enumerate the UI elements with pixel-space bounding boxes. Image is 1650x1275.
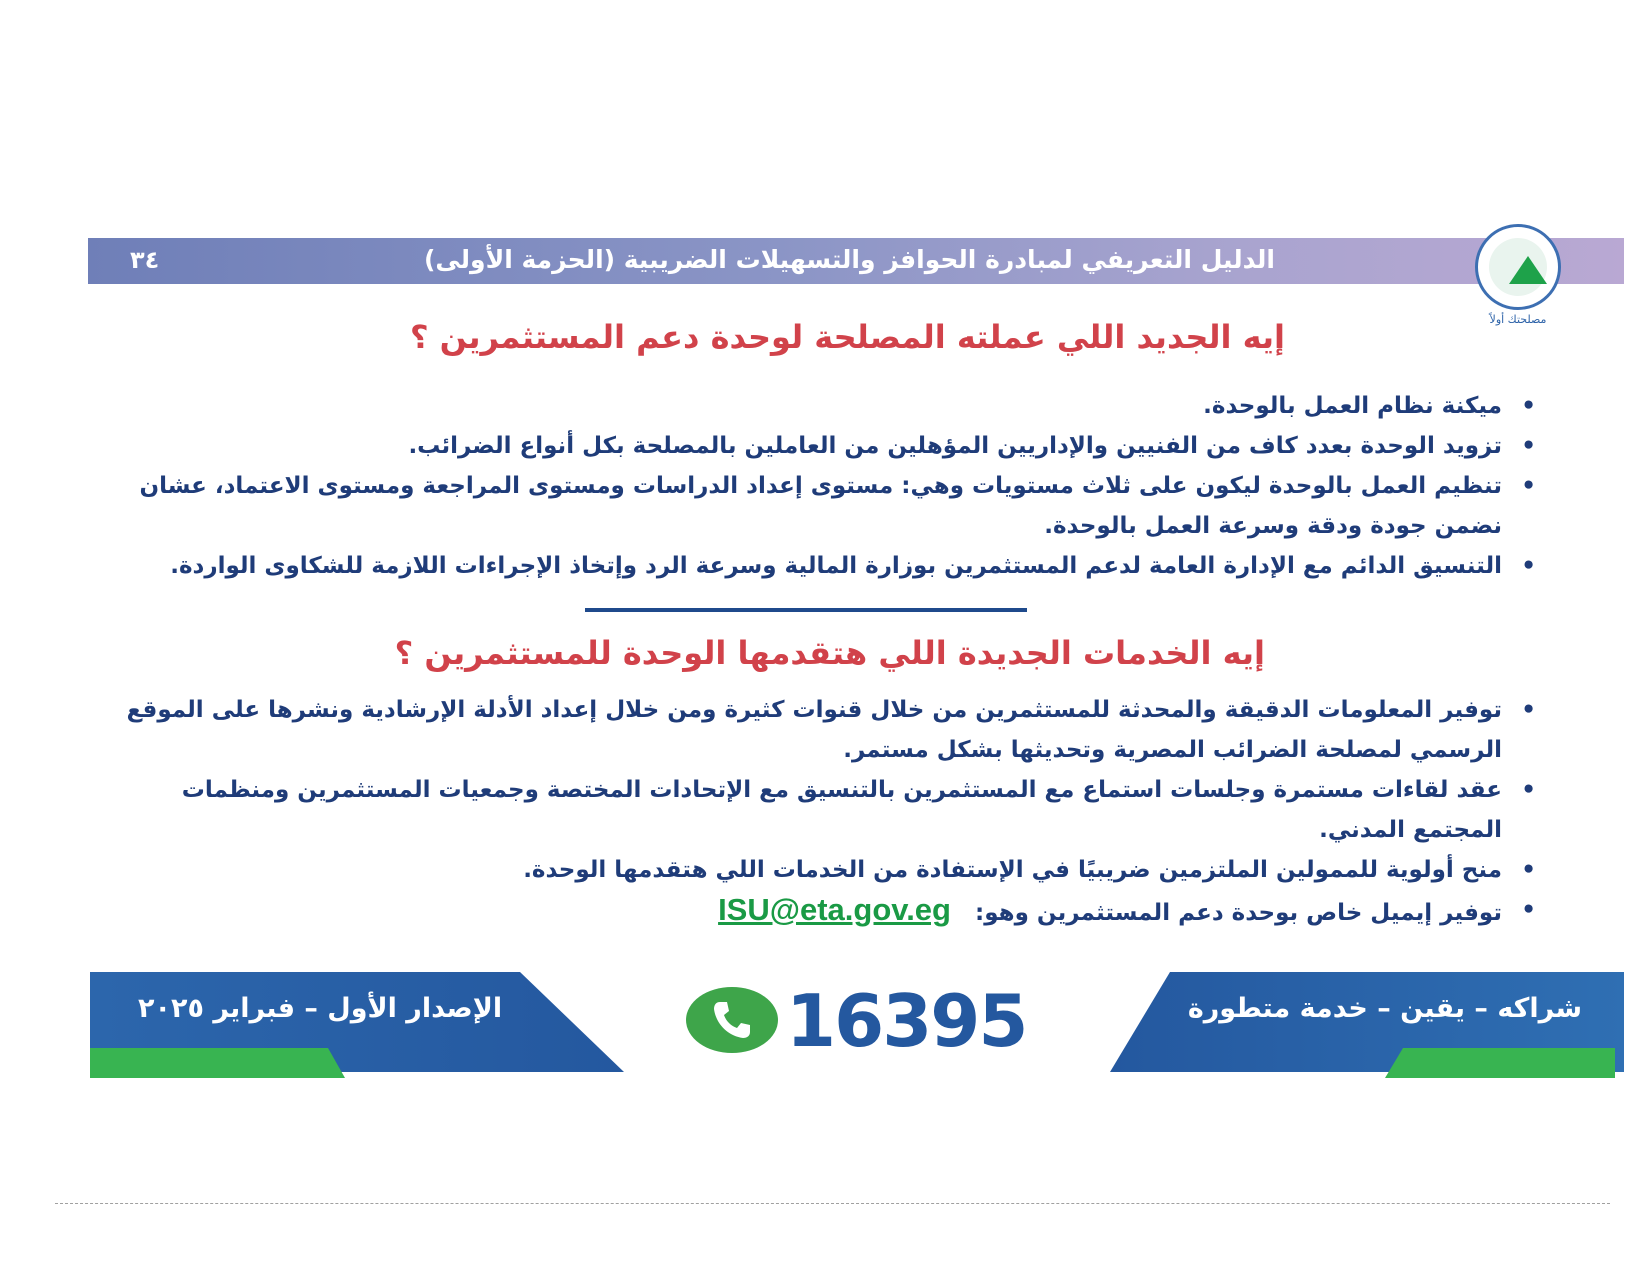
document-title: الدليل التعريفي لمبادرة الحوافز والتسهيلات الضريبية (الحزمة الأولى): [423, 245, 1275, 274]
list-item: • التنسيق الدائم مع الإدارة العامة لدعم المستثمرين بوزارة المالية وسرعة الرد وإتخاذ الإجراءات اللازمة للشكاوى الواردة.: [118, 546, 1538, 586]
list-item: • ميكنة نظام العمل بالوحدة.: [118, 386, 1538, 426]
list-item: • تنظيم العمل بالوحدة ليكون على ثلاث مستويات وهي: مستوى إعداد الدراسات ومستوى المراجعة ومستوى الاعتماد، عشان نضمن جودة ودقة وسرعة العمل بالوحدة.: [118, 466, 1538, 546]
logo-emblem: [1489, 238, 1547, 296]
hotline-number: 16395: [786, 979, 1027, 1063]
bottom-rule: [55, 1203, 1610, 1204]
email-intro: توفير إيميل خاص بوحدة دعم المستثمرين وهو:: [975, 900, 1502, 926]
list-item: • عقد لقاءات مستمرة وجلسات استماع مع المستثمرين بالتنسيق مع الإتحادات المختصة وجمعيات المستثمرين ومنظمات المجتمع المدني.: [118, 770, 1538, 850]
phone-icon: [686, 987, 778, 1053]
email-link[interactable]: ISU@eta.gov.eg: [718, 892, 951, 927]
section1-heading: إيه الجديد اللي عملته المصلحة لوحدة دعم المستثمرين ؟: [409, 318, 1285, 356]
tax-authority-logo: [1475, 224, 1561, 310]
list-item: • تزويد الوحدة بعدد كاف من الفنيين والإداريين المؤهلين من العاملين بالمصلحة بكل أنواع الضرائب.: [118, 426, 1538, 466]
hotline: [686, 979, 1056, 1063]
footer-green-stripe: [1385, 1048, 1615, 1078]
list-item: • توفير المعلومات الدقيقة والمحدثة للمستثمرين من خلال قنوات كثيرة ومن خلال إعداد الأدلة الإرشادية ونشرها على الموقع الرسمي لمصلحة الضرائب المصرية وتحديثها بشكل مستمر.: [118, 690, 1538, 770]
section2-list: [118, 690, 1538, 933]
footer-green-stripe: [90, 1048, 345, 1078]
section2-heading: إيه الخدمات الجديدة اللي هتقدمها الوحدة للمستثمرين ؟: [394, 634, 1265, 672]
list-item: [118, 890, 1538, 933]
list-item: • منح أولوية للممولين الملتزمين ضريبيًا في الإستفادة من الخدمات اللي هتقدمها الوحدة.: [118, 850, 1538, 890]
footer-slogan: شراكه – يقين – خدمة متطورة: [1187, 993, 1582, 1024]
page-number: ٣٤: [130, 246, 160, 274]
section1-list: [118, 386, 1538, 586]
section-divider: [585, 608, 1027, 612]
edition-label: الإصدار الأول – فبراير ٢٠٢٥: [138, 993, 503, 1024]
logo-caption: مصلحتك أولاً: [1489, 313, 1547, 326]
pyramid-icon: [1509, 256, 1547, 284]
